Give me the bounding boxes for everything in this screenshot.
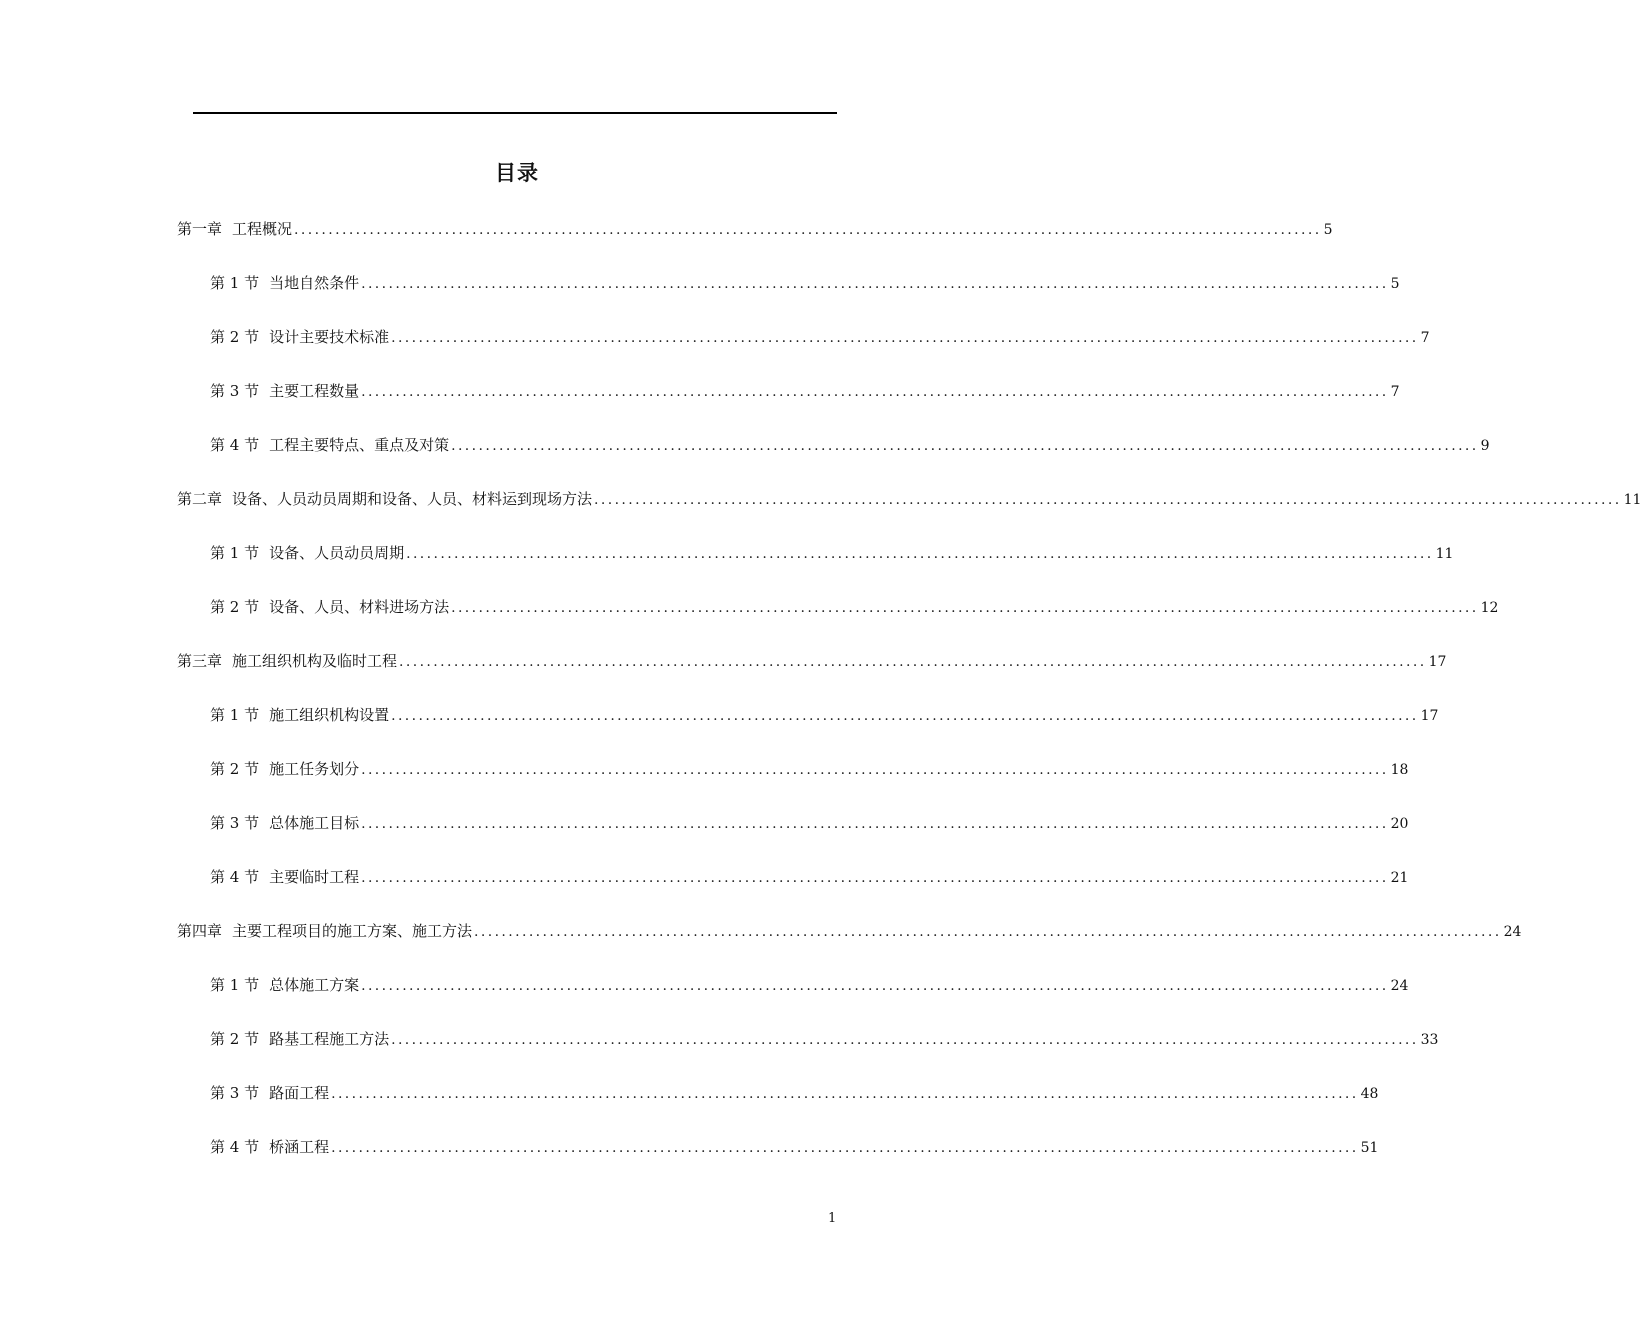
toc-entry-title: 设备、人员、材料进场方法 (269, 598, 450, 616)
toc-section-entry[interactable] (210, 1083, 1379, 1103)
toc-dot-leader: ...................................................................................................................................................... (294, 222, 1322, 238)
toc-entry-title: 主要临时工程 (269, 868, 360, 886)
toc-entry-title: 总体施工目标 (269, 814, 360, 832)
toc-entry-page: 20 (1390, 816, 1409, 832)
toc-section-entry[interactable] (210, 543, 1454, 563)
toc-section-entry[interactable] (210, 867, 1409, 887)
toc-entry-number: 第 2 节 (210, 760, 260, 778)
toc-dot-leader: ...................................................................................................................................................... (331, 1086, 1359, 1102)
toc-entry-number: 第四章 (177, 922, 223, 940)
toc-entry-number: 第 1 节 (210, 544, 260, 562)
toc-dot-leader: ...................................................................................................................................................... (331, 1140, 1359, 1156)
toc-section-entry[interactable] (210, 813, 1409, 833)
toc-entry-number: 第 4 节 (210, 1138, 260, 1156)
toc-entry-number: 第 1 节 (210, 976, 260, 994)
toc-entry-title: 主要工程数量 (269, 382, 360, 400)
toc-entry-page: 11 (1435, 546, 1454, 562)
toc-entry-page: 48 (1360, 1086, 1379, 1102)
toc-entry-page: 5 (1323, 222, 1333, 238)
toc-entry-number: 第 1 节 (210, 706, 260, 724)
toc-section-entry[interactable] (210, 273, 1400, 293)
toc-entry-page: 21 (1390, 870, 1409, 886)
toc-entry-number: 第一章 (177, 220, 223, 238)
toc-dot-leader: ...................................................................................................................................................... (361, 870, 1389, 886)
toc-section-entry[interactable] (210, 1137, 1379, 1157)
toc-section-entry[interactable] (210, 705, 1439, 725)
toc-entry-page: 12 (1480, 600, 1499, 616)
toc-dot-leader: ...................................................................................................................................................... (474, 924, 1502, 940)
toc-dot-leader: ...................................................................................................................................................... (451, 438, 1479, 454)
toc-entry-number: 第三章 (177, 652, 223, 670)
toc-dot-leader: ...................................................................................................................................................... (391, 1032, 1419, 1048)
toc-dot-leader: ...................................................................................................................................................... (361, 816, 1389, 832)
toc-dot-leader: ...................................................................................................................................................... (399, 654, 1427, 670)
toc-entry-number: 第 3 节 (210, 382, 260, 400)
toc-entry-page: 11 (1623, 492, 1641, 508)
toc-entry-number: 第 2 节 (210, 598, 260, 616)
toc-dot-leader: ...................................................................................................................................................... (391, 708, 1419, 724)
toc-entry-number: 第 3 节 (210, 814, 260, 832)
toc-entry-title: 施工组织机构设置 (269, 706, 390, 724)
toc-dot-leader: ...................................................................................................................................................... (594, 492, 1622, 508)
toc-chapter-entry[interactable] (177, 489, 1641, 509)
toc-section-entry[interactable] (210, 1029, 1439, 1049)
toc-title: 目录 (495, 161, 539, 185)
toc-section-entry[interactable] (210, 381, 1400, 401)
toc-entry-page: 17 (1428, 654, 1447, 670)
toc-entry-title: 路面工程 (269, 1084, 330, 1102)
page-number: 1 (828, 1211, 837, 1226)
toc-dot-leader: ...................................................................................................................................................... (451, 600, 1479, 616)
toc-entry-number: 第 2 节 (210, 328, 260, 346)
toc-entry-page: 7 (1390, 384, 1400, 400)
toc-entry-title: 路基工程施工方法 (269, 1030, 390, 1048)
toc-section-entry[interactable] (210, 435, 1490, 455)
toc-dot-leader: ...................................................................................................................................................... (361, 276, 1389, 292)
toc-entry-title: 施工任务划分 (269, 760, 360, 778)
toc-entry-title: 桥涵工程 (269, 1138, 330, 1156)
toc-entry-title: 施工组织机构及临时工程 (232, 652, 398, 670)
toc-entry-title: 设计主要技术标准 (269, 328, 390, 346)
toc-entry-title: 设备、人员动员周期和设备、人员、材料运到现场方法 (232, 490, 593, 508)
toc-entry-title: 总体施工方案 (269, 976, 360, 994)
toc-dot-leader: ...................................................................................................................................................... (361, 762, 1389, 778)
toc-chapter-entry[interactable] (177, 651, 1447, 671)
toc-dot-leader: ...................................................................................................................................................... (406, 546, 1434, 562)
toc-section-entry[interactable] (210, 975, 1409, 995)
toc-entry-page: 5 (1390, 276, 1400, 292)
toc-entry-page: 33 (1420, 1032, 1439, 1048)
toc-dot-leader: ...................................................................................................................................................... (361, 384, 1389, 400)
toc-entry-number: 第 3 节 (210, 1084, 260, 1102)
toc-chapter-entry[interactable] (177, 219, 1333, 239)
toc-entry-page: 7 (1420, 330, 1430, 346)
toc-section-entry[interactable] (210, 597, 1499, 617)
toc-entry-title: 当地自然条件 (269, 274, 360, 292)
toc-chapter-entry[interactable] (177, 921, 1522, 941)
toc-entry-number: 第二章 (177, 490, 223, 508)
toc-entry-page: 51 (1360, 1140, 1379, 1156)
toc-entry-page: 18 (1390, 762, 1409, 778)
toc-entry-title: 设备、人员动员周期 (269, 544, 405, 562)
toc-entry-number: 第 2 节 (210, 1030, 260, 1048)
toc-entry-title: 工程概况 (232, 220, 293, 238)
toc-entry-page: 17 (1420, 708, 1439, 724)
toc-entry-page: 24 (1390, 978, 1409, 994)
toc-entry-number: 第 1 节 (210, 274, 260, 292)
toc-entry-number: 第 4 节 (210, 868, 260, 886)
toc-entry-title: 工程主要特点、重点及对策 (269, 436, 450, 454)
toc-section-entry[interactable] (210, 327, 1430, 347)
toc-section-entry[interactable] (210, 759, 1409, 779)
toc-entry-title: 主要工程项目的施工方案、施工方法 (232, 922, 473, 940)
toc-entry-page: 24 (1503, 924, 1522, 940)
toc-dot-leader: ...................................................................................................................................................... (361, 978, 1389, 994)
toc-entry-page: 9 (1480, 438, 1490, 454)
toc-entry-number: 第 4 节 (210, 436, 260, 454)
toc-dot-leader: ...................................................................................................................................................... (391, 330, 1419, 346)
